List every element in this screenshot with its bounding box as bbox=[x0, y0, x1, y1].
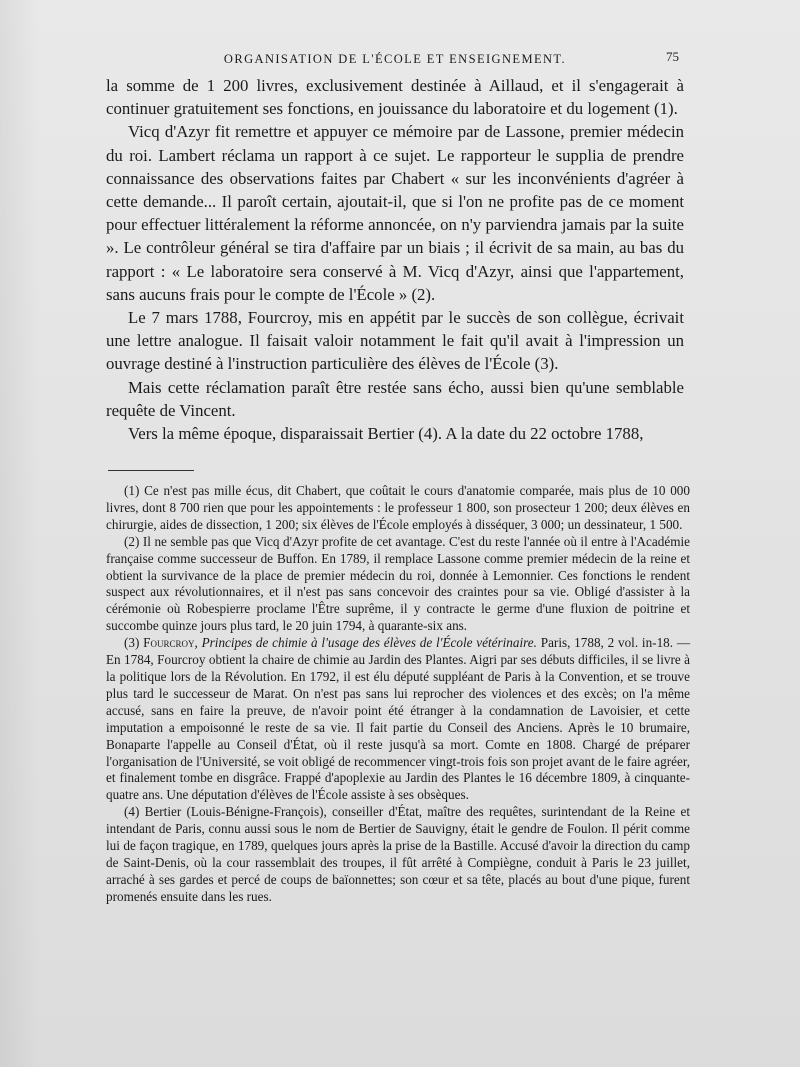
page-gutter-shadow bbox=[0, 0, 40, 1067]
paragraph-3: Le 7 mars 1788, Fourcroy, mis en appétit par le succès de son collègue, écrivait une lettre analogue. Il faisait valoir notamment le fait qu'il avait à l'impression un ouvrage destiné à l'instruction particulière des élèves de l'École (3). bbox=[106, 308, 684, 374]
page-number: 75 bbox=[666, 49, 679, 64]
main-text bbox=[106, 74, 684, 445]
footnotes bbox=[106, 483, 690, 906]
footnote-3-author: Fourcroy, bbox=[143, 635, 198, 651]
footnote-separator bbox=[108, 470, 194, 471]
footnote-2: (2) Il ne semble pas que Vicq d'Azyr profite de cet avantage. C'est du reste l'année où il entre à l'Académie française comme successeur de Buffon. En 1789, il remplace Lassone comme premier médecin de la reine et obtient la survivance de la place de premier médecin du roi, donnée à Lemonnier. Ces fonctions le rendent suspect aux révolutionnaires, et il n'est pas sans concevoir des craintes pour sa vie. Obligé d'assister à la cérémonie où Robespierre proclame l'Être suprême, il y contracte le germe d'une fluxion de poitrine et succombe quinze jours plus tard, le 20 juin 1794, à quarante-six ans. bbox=[106, 533, 690, 634]
paragraph-4: Mais cette réclamation paraît être restée sans écho, aussi bien qu'une semblable requête de Vincent. bbox=[106, 377, 684, 420]
paragraph-1: la somme de 1 200 livres, exclusivement destinée à Aillaud, et il s'engagerait à continuer gratuitement ses fonctions, en jouissance du laboratoire et du logement (1). bbox=[106, 76, 684, 119]
running-header: ORGANISATION DE L'ÉCOLE ET ENSEIGNEMENT. bbox=[223, 52, 567, 66]
footnote-1: (1) Ce n'est pas mille écus, dit Chabert, que coûtait le cours d'anatomie comparée, mais plus de 10 000 livres, dont 8 700 rien que pour les appointements : le professeur 1 800, son prosecteur 1 200; deux élèves en chirurgie, aides de dissection, 1 200; six élèves de l'École employés à disséquer, 3 000; un dessinateur, 1 500. bbox=[106, 483, 690, 532]
footnote-4: (4) Bertier (Louis-Bénigne-François), conseiller d'État, maître des requêtes, surintendant de la Reine et intendant de Paris, connu aussi sous le nom de Bertier de Sauvigny, était le gendre de Foulon. Il périt comme lui de façon tragique, en 1789, quelques jours après la prise de la Bastille. Accusé d'avoir la direction du camp de Saint-Denis, où la cour rassemblait des troupes, il fût arrêté à Compiègne, conduit à Paris le 23 juillet, arraché à ses gardes et percé de coups de baïonnettes; son cœur et sa tête, placés au bout d'une pique, furent promenés ensuite dans les rues. bbox=[106, 804, 690, 904]
footnote-3-title: Principes de chimie à l'usage des élèves de l'École vétérinaire. bbox=[201, 635, 537, 651]
footnote-3-text: Paris, 1788, 2 vol. in-18. — En 1784, Fourcroy obtient la chaire de chimie au Jardin des Plantes. Aigri par ses débuts difficiles, il se livre à la politique lors de la Révolution. En 1792, il est élu député suppléant de Paris à la Convention, et se trouve plus tard le successeur de Marat. On n'est pas sans lui reprocher des violences et des excès; on l'a même accusé, sans en faire la preuve, de n'avoir point été étranger à la condamnation de Lavoisier, et cette imputation a empoisonné le reste de sa vie. Il fait partie du Conseil des Anciens. Après le 10 brumaire, Bonaparte l'appelle au Conseil d'État, où il reste jusqu'à sa mort. Comte en 1808. Chargé de préparer l'organisation de l'Université, se voit obligé de recommencer vingt-trois fois son projet avant de le faire agréer, et finalement tombe en disgrâce. Frappé d'apoplexie au Jardin des Plantes le 16 décembre 1809, à cinquante-quatre ans. Une députation d'élèves de l'École assiste à ses obsèques. bbox=[106, 635, 691, 803]
paragraph-2: Vicq d'Azyr fit remettre et appuyer ce mémoire par de Lassone, premier médecin du roi. Lambert réclama un rapport à ce sujet. Le rapporteur le supplia de prendre connaissance des observations faites par Chabert « sur les inconvénients d'agréer à cette demande... Il paroît certain, ajoutait-il, que si l'on ne profite pas de ce moment pour effectuer littéralement la réforme annoncée, on n'y parviendra jamais par la suite ». Le contrôleur général se tira d'affaire par un biais ; il écrivit de sa main, au bas du rapport : « Le laboratoire sera conservé à M. Vicq d'Azyr, ainsi que l'appartement, sans aucuns frais pour le compte de l'École » (2). bbox=[106, 122, 684, 304]
footnote-3 bbox=[106, 635, 690, 804]
footnote-3-label: (3) bbox=[124, 635, 140, 651]
paragraph-5: Vers la même époque, disparaissait Bertier (4). A la date du 22 octobre 1788, bbox=[128, 424, 644, 444]
